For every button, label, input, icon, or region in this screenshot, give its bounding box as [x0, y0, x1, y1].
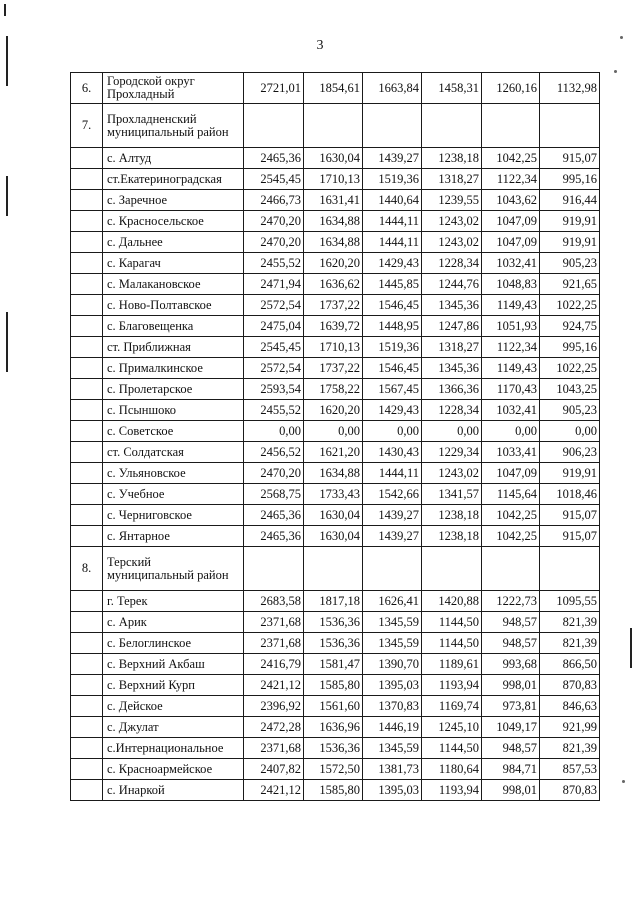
table-row — [71, 547, 600, 591]
value-cell: 1536,36 — [304, 633, 363, 654]
value-cell: 1733,43 — [304, 484, 363, 505]
value-cell: 821,39 — [540, 738, 600, 759]
row-index-cell: 6. — [71, 73, 103, 104]
table-row — [71, 337, 600, 358]
value-cell: 995,16 — [540, 337, 600, 358]
row-index-cell — [71, 780, 103, 801]
value-cell: 1854,61 — [304, 73, 363, 104]
settlement-name-cell: с. Янтарное — [103, 526, 244, 547]
row-index-cell — [71, 337, 103, 358]
settlement-name-cell: с. Псыншоко — [103, 400, 244, 421]
value-cell: 2593,54 — [244, 379, 304, 400]
table-row — [71, 421, 600, 442]
value-cell: 1429,43 — [363, 400, 422, 421]
value-cell: 2475,04 — [244, 316, 304, 337]
value-cell: 1122,34 — [482, 337, 540, 358]
value-cell: 2545,45 — [244, 169, 304, 190]
value-cell: 1042,25 — [482, 505, 540, 526]
row-index-cell — [71, 190, 103, 211]
value-cell: 2371,68 — [244, 612, 304, 633]
value-cell: 1710,13 — [304, 337, 363, 358]
value-cell: 905,23 — [540, 400, 600, 421]
settlement-name-cell: с. Благовещенка — [103, 316, 244, 337]
value-cell: 866,50 — [540, 654, 600, 675]
value-cell: 1444,11 — [363, 211, 422, 232]
scan-mark-left-3 — [6, 312, 8, 372]
value-cell: 1238,18 — [422, 526, 482, 547]
value-cell: 1170,43 — [482, 379, 540, 400]
row-index-cell — [71, 759, 103, 780]
value-cell: 0,00 — [363, 421, 422, 442]
settlement-name-cell: с. Карагач — [103, 253, 244, 274]
value-cell: 1229,34 — [422, 442, 482, 463]
value-cell: 870,83 — [540, 675, 600, 696]
value-cell: 1239,55 — [422, 190, 482, 211]
value-cell: 1546,45 — [363, 358, 422, 379]
value-cell: 993,68 — [482, 654, 540, 675]
value-cell: 2466,73 — [244, 190, 304, 211]
value-cell: 870,83 — [540, 780, 600, 801]
value-cell — [482, 547, 540, 591]
value-cell: 948,57 — [482, 633, 540, 654]
table-row — [71, 696, 600, 717]
value-cell: 1042,25 — [482, 148, 540, 169]
settlement-name-cell: с. Ульяновское — [103, 463, 244, 484]
row-index-cell — [71, 463, 103, 484]
value-cell: 1536,36 — [304, 612, 363, 633]
settlement-name-cell: с. Малакановское — [103, 274, 244, 295]
value-cell: 1043,62 — [482, 190, 540, 211]
settlement-name-cell: с. Черниговское — [103, 505, 244, 526]
value-cell: 1051,93 — [482, 316, 540, 337]
value-cell: 984,71 — [482, 759, 540, 780]
value-cell: 2371,68 — [244, 738, 304, 759]
value-cell: 1122,34 — [482, 169, 540, 190]
value-cell: 2421,12 — [244, 780, 304, 801]
value-cell: 998,01 — [482, 675, 540, 696]
scan-mark-left-1 — [6, 36, 8, 86]
table-row — [71, 190, 600, 211]
value-cell: 2465,36 — [244, 505, 304, 526]
row-index-cell — [71, 148, 103, 169]
table-row — [71, 612, 600, 633]
table-row — [71, 633, 600, 654]
value-cell: 2416,79 — [244, 654, 304, 675]
table-row — [71, 104, 600, 148]
row-index-cell — [71, 316, 103, 337]
value-cell: 1243,02 — [422, 211, 482, 232]
row-index-cell — [71, 717, 103, 738]
row-index-cell — [71, 612, 103, 633]
value-cell: 2455,52 — [244, 253, 304, 274]
settlement-name-cell: с. Белоглинское — [103, 633, 244, 654]
value-cell: 995,16 — [540, 169, 600, 190]
table-row — [71, 780, 600, 801]
row-index-cell — [71, 400, 103, 421]
value-cell: 921,99 — [540, 717, 600, 738]
value-cell: 1243,02 — [422, 232, 482, 253]
table-row — [71, 148, 600, 169]
value-cell: 905,23 — [540, 253, 600, 274]
settlement-name-cell: с. Красносельское — [103, 211, 244, 232]
row-index-cell — [71, 696, 103, 717]
value-cell: 1758,22 — [304, 379, 363, 400]
value-cell: 0,00 — [422, 421, 482, 442]
table-row — [71, 316, 600, 337]
value-cell: 2472,28 — [244, 717, 304, 738]
value-cell: 1245,10 — [422, 717, 482, 738]
value-cell: 1585,80 — [304, 780, 363, 801]
row-index-cell — [71, 442, 103, 463]
value-cell: 2721,01 — [244, 73, 304, 104]
value-cell: 0,00 — [244, 421, 304, 442]
row-index-cell — [71, 253, 103, 274]
value-cell: 1022,25 — [540, 295, 600, 316]
value-cell: 857,53 — [540, 759, 600, 780]
value-cell: 948,57 — [482, 612, 540, 633]
value-cell: 1345,59 — [363, 612, 422, 633]
value-cell: 1390,70 — [363, 654, 422, 675]
value-cell: 1228,34 — [422, 253, 482, 274]
value-cell: 1018,46 — [540, 484, 600, 505]
value-cell — [540, 547, 600, 591]
value-cell: 1519,36 — [363, 337, 422, 358]
settlement-name-cell: с. Дальнее — [103, 232, 244, 253]
value-cell: 1536,36 — [304, 738, 363, 759]
table-row — [71, 169, 600, 190]
value-cell: 2465,36 — [244, 148, 304, 169]
settlement-name-cell: с. Пролетарское — [103, 379, 244, 400]
value-cell: 1189,61 — [422, 654, 482, 675]
value-cell: 2407,82 — [244, 759, 304, 780]
value-cell: 1047,09 — [482, 232, 540, 253]
value-cell: 1033,41 — [482, 442, 540, 463]
value-cell: 2455,52 — [244, 400, 304, 421]
settlement-name-cell: г. Терек — [103, 591, 244, 612]
settlement-name-cell: с. Джулат — [103, 717, 244, 738]
value-cell: 1047,09 — [482, 463, 540, 484]
scan-mark-left-2 — [6, 176, 8, 216]
settlement-name-cell: с.Интернациональное — [103, 738, 244, 759]
value-cell: 1345,59 — [363, 738, 422, 759]
value-cell: 1243,02 — [422, 463, 482, 484]
row-index-cell — [71, 295, 103, 316]
settlement-name-cell: с. Прималкинское — [103, 358, 244, 379]
value-cell: 2470,20 — [244, 232, 304, 253]
value-cell: 1180,64 — [422, 759, 482, 780]
table-row — [71, 358, 600, 379]
value-cell: 1345,36 — [422, 358, 482, 379]
value-cell: 1444,11 — [363, 463, 422, 484]
value-cell: 1546,45 — [363, 295, 422, 316]
value-cell: 2545,45 — [244, 337, 304, 358]
value-cell: 2471,94 — [244, 274, 304, 295]
value-cell: 1032,41 — [482, 253, 540, 274]
value-cell: 1341,57 — [422, 484, 482, 505]
scan-dot-1 — [620, 36, 623, 39]
value-cell: 1318,27 — [422, 169, 482, 190]
settlement-name-cell: с. Учебное — [103, 484, 244, 505]
value-cell: 1581,47 — [304, 654, 363, 675]
value-cell: 1630,04 — [304, 505, 363, 526]
scan-dot-3 — [622, 780, 625, 783]
value-cell: 1095,55 — [540, 591, 600, 612]
row-index-cell: 7. — [71, 104, 103, 148]
value-cell: 2572,54 — [244, 358, 304, 379]
table-row — [71, 379, 600, 400]
settlement-name-cell: с. Алтуд — [103, 148, 244, 169]
value-cell: 1430,43 — [363, 442, 422, 463]
value-cell: 2470,20 — [244, 211, 304, 232]
table-row — [71, 232, 600, 253]
value-cell: 1381,73 — [363, 759, 422, 780]
table-row — [71, 274, 600, 295]
page-number: 3 — [316, 38, 324, 53]
table-row — [71, 295, 600, 316]
table-row — [71, 717, 600, 738]
row-index-cell — [71, 358, 103, 379]
value-cell — [304, 547, 363, 591]
value-cell: 1737,22 — [304, 295, 363, 316]
table-row — [71, 738, 600, 759]
value-cell: 1144,50 — [422, 633, 482, 654]
value-cell: 1049,17 — [482, 717, 540, 738]
value-cell: 1737,22 — [304, 358, 363, 379]
value-cell: 1260,16 — [482, 73, 540, 104]
value-cell: 1561,60 — [304, 696, 363, 717]
value-cell: 1244,76 — [422, 274, 482, 295]
value-cell: 1238,18 — [422, 505, 482, 526]
value-cell: 2470,20 — [244, 463, 304, 484]
row-index-cell: 8. — [71, 547, 103, 591]
value-cell: 1585,80 — [304, 675, 363, 696]
value-cell: 1445,85 — [363, 274, 422, 295]
value-cell: 1446,19 — [363, 717, 422, 738]
value-cell: 1145,64 — [482, 484, 540, 505]
table-body — [71, 73, 600, 801]
value-cell — [363, 104, 422, 148]
table-row — [71, 654, 600, 675]
value-cell: 1022,25 — [540, 358, 600, 379]
value-cell: 0,00 — [304, 421, 363, 442]
value-cell: 1631,41 — [304, 190, 363, 211]
value-cell: 1542,66 — [363, 484, 422, 505]
value-cell — [304, 104, 363, 148]
table-row — [71, 211, 600, 232]
table-row — [71, 505, 600, 526]
value-cell: 1144,50 — [422, 738, 482, 759]
row-index-cell — [71, 675, 103, 696]
value-cell: 919,91 — [540, 463, 600, 484]
table-row — [71, 73, 600, 104]
settlement-name-cell: Прохладненский муниципальный район — [103, 104, 244, 148]
value-cell: 998,01 — [482, 780, 540, 801]
value-cell: 1567,45 — [363, 379, 422, 400]
value-cell: 1663,84 — [363, 73, 422, 104]
value-cell — [244, 547, 304, 591]
value-cell: 1222,73 — [482, 591, 540, 612]
value-cell: 1318,27 — [422, 337, 482, 358]
value-cell: 921,65 — [540, 274, 600, 295]
value-cell: 1639,72 — [304, 316, 363, 337]
row-index-cell — [71, 591, 103, 612]
row-index-cell — [71, 654, 103, 675]
value-cell: 1043,25 — [540, 379, 600, 400]
value-cell: 1444,11 — [363, 232, 422, 253]
value-cell: 1519,36 — [363, 169, 422, 190]
value-cell: 1636,96 — [304, 717, 363, 738]
value-cell: 1621,20 — [304, 442, 363, 463]
value-cell: 1370,83 — [363, 696, 422, 717]
row-index-cell — [71, 738, 103, 759]
value-cell: 919,91 — [540, 232, 600, 253]
table-row — [71, 484, 600, 505]
value-cell: 1149,43 — [482, 295, 540, 316]
table-row — [71, 675, 600, 696]
table-row — [71, 463, 600, 484]
value-cell: 1345,59 — [363, 633, 422, 654]
value-cell: 1439,27 — [363, 526, 422, 547]
value-cell: 1630,04 — [304, 148, 363, 169]
row-index-cell — [71, 484, 103, 505]
value-cell: 915,07 — [540, 505, 600, 526]
row-index-cell — [71, 633, 103, 654]
value-cell: 1636,62 — [304, 274, 363, 295]
value-cell: 1228,34 — [422, 400, 482, 421]
row-index-cell — [71, 379, 103, 400]
value-cell: 1345,36 — [422, 295, 482, 316]
value-cell: 916,44 — [540, 190, 600, 211]
value-cell — [363, 547, 422, 591]
settlement-name-cell: с. Советское — [103, 421, 244, 442]
table-row — [71, 400, 600, 421]
value-cell — [422, 547, 482, 591]
value-cell: 1429,43 — [363, 253, 422, 274]
value-cell: 821,39 — [540, 633, 600, 654]
value-cell: 1132,98 — [540, 73, 600, 104]
settlement-name-cell: Терский муниципальный район — [103, 547, 244, 591]
value-cell: 973,81 — [482, 696, 540, 717]
value-cell: 821,39 — [540, 612, 600, 633]
settlement-name-cell: ст. Солдатская — [103, 442, 244, 463]
value-cell: 2396,92 — [244, 696, 304, 717]
value-cell — [244, 104, 304, 148]
value-cell: 1448,95 — [363, 316, 422, 337]
row-index-cell — [71, 169, 103, 190]
settlement-name-cell: с. Арик — [103, 612, 244, 633]
table-row — [71, 442, 600, 463]
settlement-name-cell: с. Красноармейское — [103, 759, 244, 780]
value-cell: 1395,03 — [363, 675, 422, 696]
row-index-cell — [71, 232, 103, 253]
settlement-name-cell: с. Инаркой — [103, 780, 244, 801]
value-cell: 1238,18 — [422, 148, 482, 169]
settlement-name-cell: Городской округ Прохладный — [103, 73, 244, 104]
value-cell: 2421,12 — [244, 675, 304, 696]
scan-mark-right-1 — [630, 628, 632, 668]
value-cell: 1439,27 — [363, 505, 422, 526]
value-cell: 2371,68 — [244, 633, 304, 654]
table-row — [71, 253, 600, 274]
settlement-name-cell: с. Верхний Акбаш — [103, 654, 244, 675]
value-cell: 1048,83 — [482, 274, 540, 295]
table-row — [71, 526, 600, 547]
table-row — [71, 591, 600, 612]
value-cell: 1626,41 — [363, 591, 422, 612]
settlement-name-cell: с. Ново-Полтавское — [103, 295, 244, 316]
value-cell: 1439,27 — [363, 148, 422, 169]
value-cell: 846,63 — [540, 696, 600, 717]
value-cell: 924,75 — [540, 316, 600, 337]
value-cell: 2568,75 — [244, 484, 304, 505]
value-cell: 1458,31 — [422, 73, 482, 104]
row-index-cell — [71, 505, 103, 526]
value-cell: 1395,03 — [363, 780, 422, 801]
value-cell — [540, 104, 600, 148]
value-cell: 1366,36 — [422, 379, 482, 400]
table-row — [71, 759, 600, 780]
value-cell — [482, 104, 540, 148]
value-cell: 1630,04 — [304, 526, 363, 547]
value-cell: 1817,18 — [304, 591, 363, 612]
value-cell: 0,00 — [540, 421, 600, 442]
value-cell: 2456,52 — [244, 442, 304, 463]
value-cell: 1420,88 — [422, 591, 482, 612]
settlement-name-cell: с. Заречное — [103, 190, 244, 211]
value-cell: 1634,88 — [304, 232, 363, 253]
tariff-table — [70, 72, 600, 801]
value-cell: 948,57 — [482, 738, 540, 759]
value-cell: 919,91 — [540, 211, 600, 232]
value-cell: 1169,74 — [422, 696, 482, 717]
value-cell: 1247,86 — [422, 316, 482, 337]
value-cell: 1149,43 — [482, 358, 540, 379]
value-cell: 1572,50 — [304, 759, 363, 780]
value-cell: 1634,88 — [304, 463, 363, 484]
value-cell: 1144,50 — [422, 612, 482, 633]
settlement-name-cell: с. Дейское — [103, 696, 244, 717]
value-cell: 2572,54 — [244, 295, 304, 316]
value-cell: 1042,25 — [482, 526, 540, 547]
value-cell: 915,07 — [540, 526, 600, 547]
value-cell: 1634,88 — [304, 211, 363, 232]
settlement-name-cell: ст. Приближная — [103, 337, 244, 358]
value-cell — [422, 104, 482, 148]
value-cell: 1193,94 — [422, 780, 482, 801]
value-cell: 0,00 — [482, 421, 540, 442]
value-cell: 1047,09 — [482, 211, 540, 232]
value-cell: 2683,58 — [244, 591, 304, 612]
scan-mark-left-top — [4, 4, 6, 16]
row-index-cell — [71, 526, 103, 547]
value-cell: 1440,64 — [363, 190, 422, 211]
value-cell: 1620,20 — [304, 253, 363, 274]
value-cell: 1620,20 — [304, 400, 363, 421]
value-cell: 2465,36 — [244, 526, 304, 547]
value-cell: 1032,41 — [482, 400, 540, 421]
settlement-name-cell: ст.Екатериноградская — [103, 169, 244, 190]
value-cell: 906,23 — [540, 442, 600, 463]
value-cell: 1710,13 — [304, 169, 363, 190]
scan-dot-2 — [614, 70, 617, 73]
value-cell: 915,07 — [540, 148, 600, 169]
settlement-name-cell: с. Верхний Курп — [103, 675, 244, 696]
row-index-cell — [71, 211, 103, 232]
row-index-cell — [71, 274, 103, 295]
row-index-cell — [71, 421, 103, 442]
value-cell: 1193,94 — [422, 675, 482, 696]
